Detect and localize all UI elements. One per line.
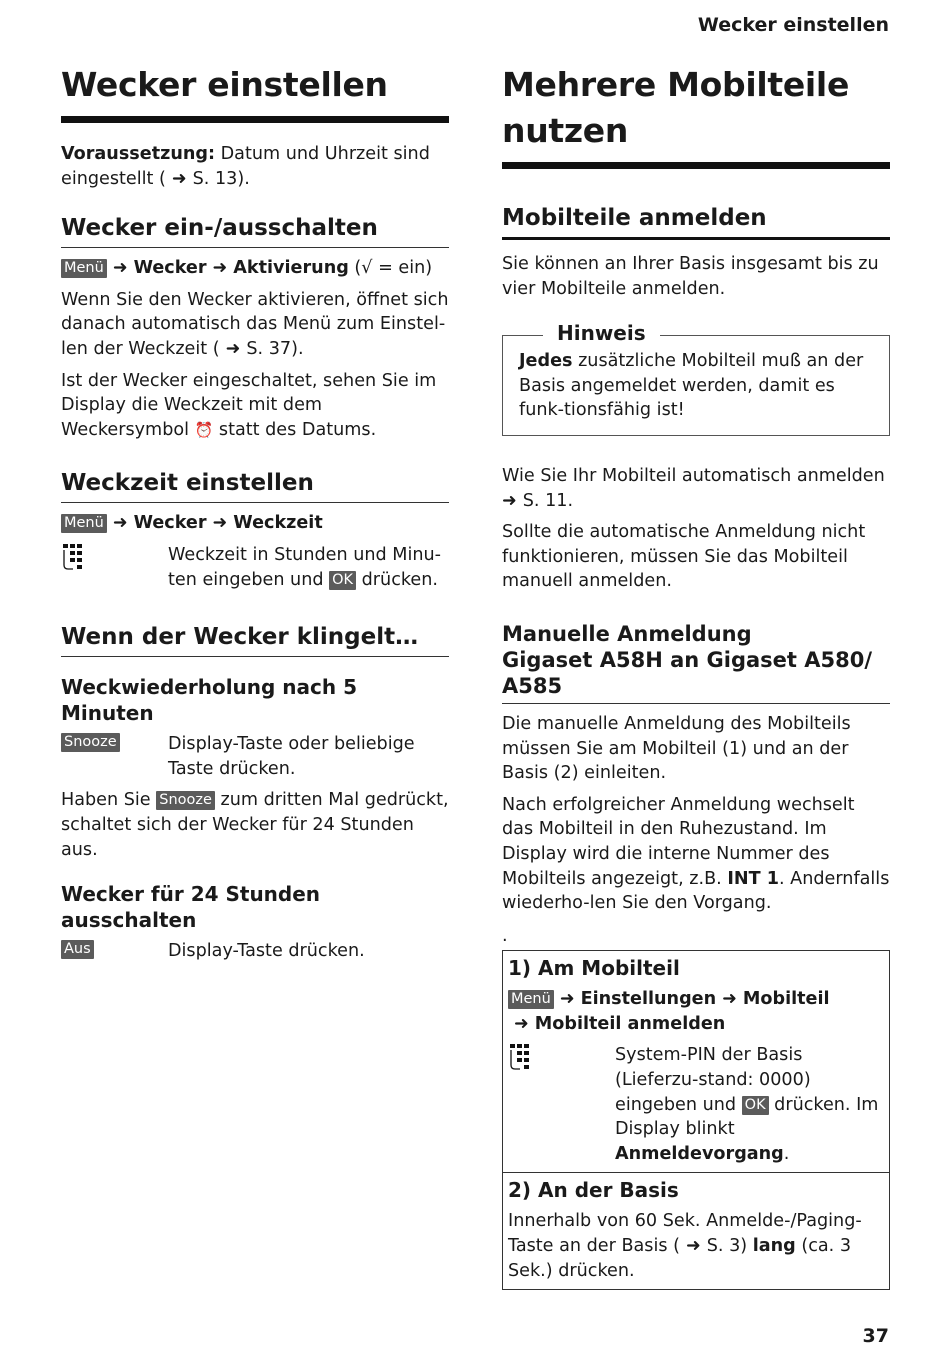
paragraph: Haben Sie Snooze zum dritten Mal gedrückt, schaltet sich der Wecker für 24 Stunden aus. [61, 790, 449, 860]
paragraph: Sollte die automatische Anmeldung nicht funktionieren, müssen Sie das Mobilteil manuell anmelden. [502, 522, 866, 592]
procedure-section-mobilteil [503, 951, 889, 1172]
arrow-right-icon: ➜ [502, 490, 517, 511]
heading-weckzeit: Weckzeit einstellen [61, 468, 449, 503]
page-number: 37 [862, 1325, 889, 1347]
arrow-right-icon: ➜ [559, 989, 575, 1010]
arrow-right-icon: ➜ [112, 258, 128, 279]
aus-key: Aus [61, 940, 94, 959]
heading-wecker-toggle: Wecker ein-/ausschalten [61, 213, 449, 248]
prerequisite: Voraussetzung: Datum und Uhrzeit sind eingestellt ( ➜ S. 13). [61, 144, 430, 189]
procedure-box [502, 950, 890, 1290]
menu-path: Menü ➜ Wecker ➜ Weckzeit [61, 511, 449, 536]
heading-manuelle-anmeldung: Manuelle Anmeldung Gigaset A58H an Gigaset A580/ A585 [502, 621, 890, 704]
arrow-right-icon: ➜ [112, 513, 128, 534]
ok-key: OK [742, 1096, 769, 1115]
ok-key: OK [329, 571, 356, 590]
arrow-right-icon: ➜ [225, 338, 241, 359]
heading-mobilteile-anmelden: Mobilteile anmelden [502, 203, 890, 240]
paragraph: Ist der Wecker eingeschaltet, sehen Sie im Display die Weckzeit mit dem Weckersymbol ⏰ statt des Datums. [61, 370, 437, 440]
paragraph: Wenn Sie den Wecker aktivieren, öffnet sich danach automatisch das Menü zum Einstel-len der Weckzeit ( ➜ S. 37). [61, 289, 449, 359]
alarm-clock-icon: ⏰ [194, 420, 214, 439]
snooze-key: Snooze [156, 791, 215, 810]
instruction-row: Weckzeit in Stunden und Minu-ten eingeben und OK drücken. [61, 543, 449, 592]
left-column [61, 62, 449, 964]
paragraph: Wie Sie Ihr Mobilteil automatisch anmelden ➜ S. 11. [502, 465, 885, 511]
arrow-right-icon: ➜ [722, 989, 737, 1010]
menu-key: Menü [61, 514, 107, 533]
right-column [502, 62, 890, 1290]
menu-path: Menü ➜ Wecker ➜ Aktivierung (√ = ein) [61, 256, 449, 281]
procedure-title: 2) An der Basis [508, 1178, 679, 1203]
menu-key: Menü [508, 990, 554, 1009]
arrow-right-icon: ➜ [685, 1236, 701, 1257]
paragraph: Nach erfolgreicher Anmeldung wechselt das Mobilteil in den Ruhezustand. Im Display wird die interne Nummer des Mobilteils angezeigt, z.B. INT 1. Andernfalls wiederho-len Sie den Vorgang. [502, 794, 890, 914]
procedure-section-basis: 2) An der Basis Innerhalb von 60 Sek. Anmelde-/Paging-Taste an der Basis ( ➜ S. 3) lang (ca. 3 Sek.) drücken. [503, 1172, 889, 1289]
stray-dot: . [502, 925, 508, 946]
procedure-title: 1) Am Mobilteil [508, 956, 680, 981]
running-header: Wecker einstellen [697, 14, 889, 36]
note-box: Hinweis Jedes zusätzliche Mobilteil muß an der Basis angemeldet werden, damit es funk-tionsfähig ist! [502, 335, 890, 436]
page-title: Wecker einstellen [61, 62, 449, 123]
keypad-icon [508, 1043, 536, 1071]
menu-key: Menü [61, 259, 107, 278]
paragraph: Sie können an Ihrer Basis insgesamt bis zu vier Mobilteile anmelden. [502, 254, 879, 299]
subheading-weckwiederholung: Weckwiederholung nach 5 Minuten [61, 675, 358, 726]
arrow-right-icon: ➜ [212, 513, 228, 534]
snooze-key: Snooze [61, 733, 120, 752]
subheading-wecker-aus: Wecker für 24 Stunden ausschalten [61, 882, 321, 933]
instruction-row: Snooze Display-Taste oder beliebige Taste drücken. [61, 732, 449, 781]
page-title-right: Mehrere Mobilteile nutzen [502, 62, 890, 169]
keypad-icon [61, 543, 89, 571]
arrow-right-icon: ➜ [212, 258, 228, 279]
arrow-right-icon: ➜ [171, 168, 187, 189]
menu-path: Menü ➜ Einstellungen ➜ Mobilteil ➜ Mobilteil anmelden [508, 987, 884, 1036]
instruction-row: Aus Display-Taste drücken. [61, 939, 449, 964]
heading-wecker-klingelt: Wenn der Wecker klingelt… [61, 622, 449, 657]
instruction-row: System-PIN der Basis (Lieferzu-stand: 0000) eingeben und OK drücken. Im Display blinkt Anmeldevorgang. [508, 1043, 884, 1166]
arrow-right-icon: ➜ [514, 1013, 529, 1034]
paragraph: Die manuelle Anmeldung des Mobilteils müssen Sie am Mobilteil (1) und an der Basis (2) einleiten. [502, 713, 851, 784]
note-title: Hinweis [543, 320, 660, 346]
